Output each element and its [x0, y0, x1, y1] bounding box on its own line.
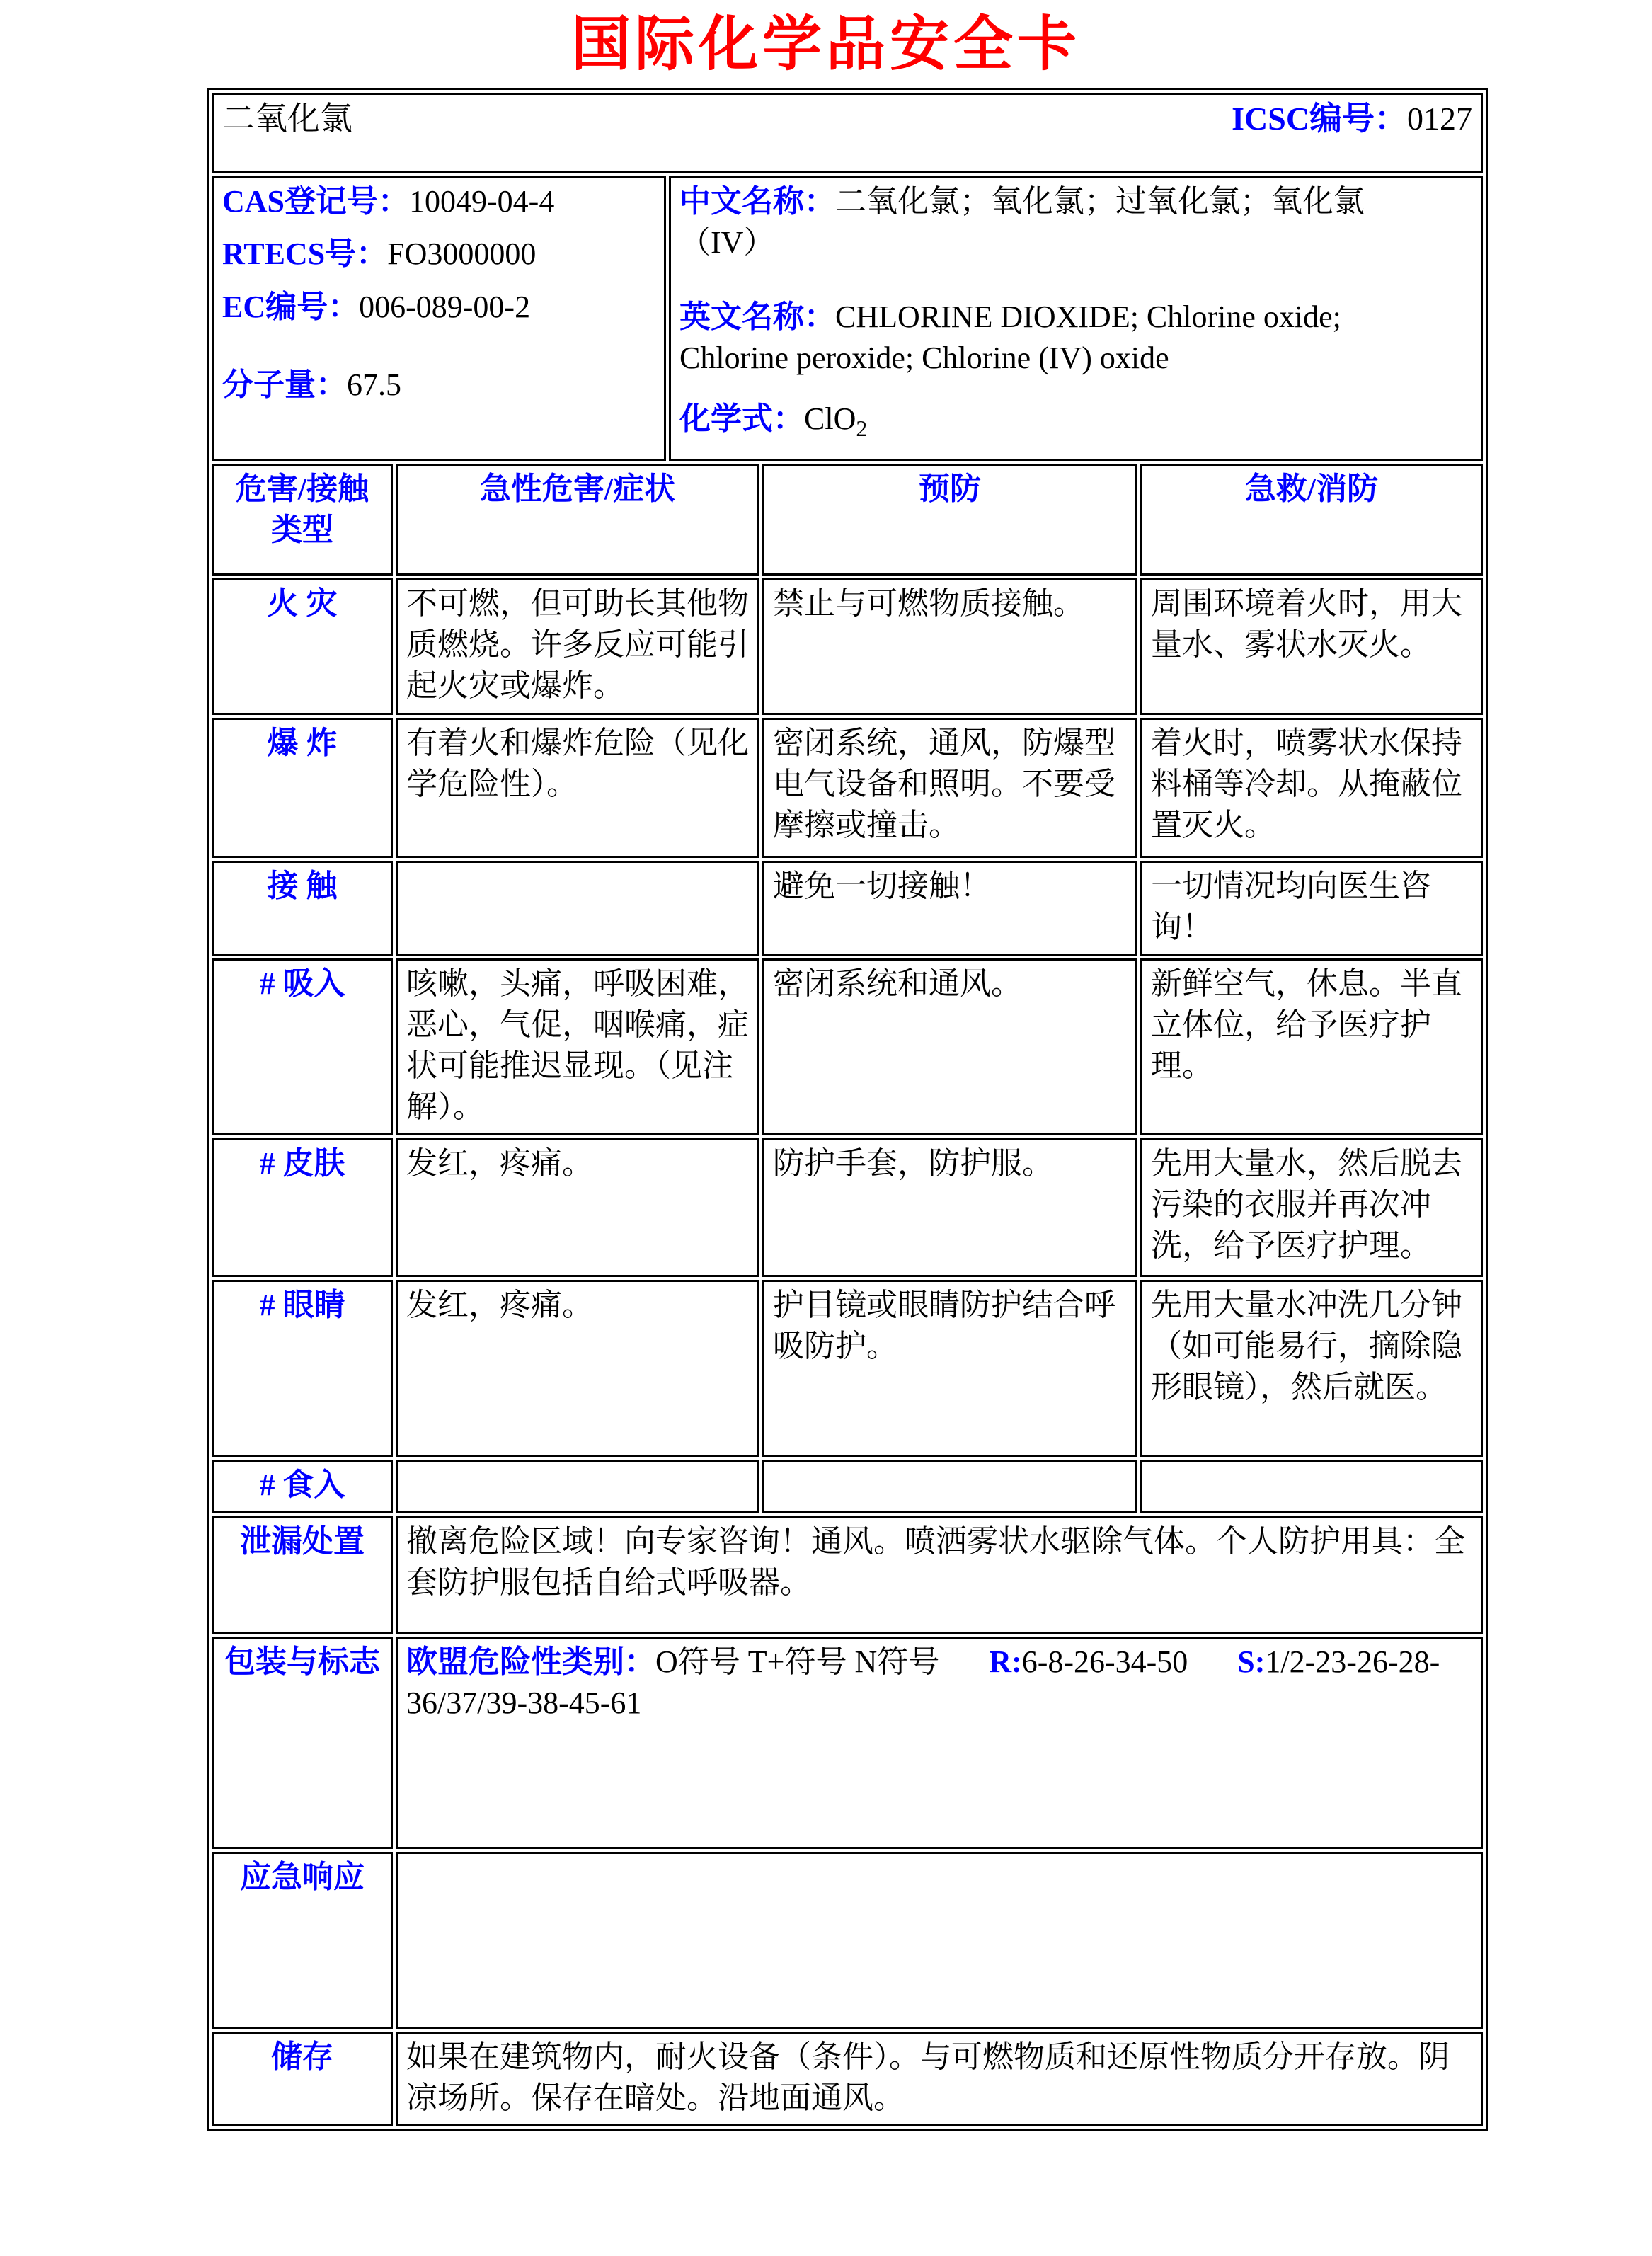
hazard-header-type: 危害/接触类型: [212, 464, 393, 576]
chemical-name: 二氧化氯: [222, 101, 352, 137]
hazard-type-label: 接 触: [212, 861, 393, 956]
emergency-response-row: [212, 1852, 1483, 2029]
hazard-type-label: 爆 炸: [212, 718, 393, 858]
packaging-content: [396, 1637, 1483, 1849]
chinese-name-value: 二氧化氯；氧化氯；过氧化氯；氧化氯（IV）: [679, 184, 1365, 260]
identification-row: [212, 176, 1483, 461]
first-aid-cell: 新鲜空气，休息。半直立体位，给予医疗护理。: [1140, 958, 1483, 1135]
s-phrases-label: S:: [1237, 1644, 1266, 1680]
identification-right-cell: [669, 176, 1483, 461]
first-aid-cell: [1140, 1460, 1483, 1513]
molecular-weight-value: 67.5: [347, 367, 401, 402]
first-aid-cell: 一切情况均向医生咨询！: [1140, 861, 1483, 956]
first-aid-cell: 着火时，喷雾状水保持料桶等冷却。从掩蔽位置灭火。: [1140, 718, 1483, 858]
r-phrases-label: R:: [989, 1644, 1022, 1680]
icsc-label: ICSC编号：: [1232, 101, 1408, 137]
first-aid-cell: 先用大量水，然后脱去污染的衣服并再次冲洗，给予医疗护理。: [1140, 1138, 1483, 1277]
molecular-weight-line: [222, 365, 655, 406]
emergency-response-label: 应急响应: [212, 1852, 393, 2029]
english-name-label: 英文名称：: [679, 299, 835, 334]
ec-label: EC编号：: [222, 289, 360, 324]
header-row: [212, 93, 1483, 173]
english-name-value: CHLORINE DIOXIDE; Chlorine oxide; Chlorine peroxide; Chlorine (IV) oxide: [679, 299, 1341, 375]
prevention-cell: 护目镜或眼睛防护结合呼吸防护。: [762, 1280, 1137, 1457]
s-phrases-value: 1/2-23-26-28-36/37/39-38-45-61: [406, 1644, 1440, 1721]
hazard-row-ingestion: [212, 1460, 1483, 1513]
emergency-response-content: [396, 1852, 1483, 2029]
symptoms-cell: [396, 861, 759, 956]
ec-value: 006-089-00-2: [359, 289, 531, 324]
hazard-type-label: # 眼睛: [212, 1280, 393, 1457]
identification-left-cell: [212, 176, 666, 461]
eu-class-label: 欧盟危险性类别：: [406, 1644, 655, 1680]
symptoms-cell: 咳嗽，头痛，呼吸困难，恶心，气促，咽喉痛，症状可能推迟显现。（见注解）。: [396, 958, 759, 1135]
first-aid-cell: 周围环境着火时，用大量水、雾状水灭火。: [1140, 578, 1483, 714]
rtecs-label: RTECS号：: [222, 236, 388, 272]
formula-value: [804, 401, 868, 441]
header-cell: [212, 93, 1483, 173]
hazard-type-label: 火 灾: [212, 578, 393, 714]
formula-subscript: 2: [856, 416, 868, 441]
formula-base: ClO: [804, 401, 856, 436]
spill-disposal-content: 撤离危险区域！向专家咨询！通风。喷洒雾状水驱除气体。个人防护用具：全套防护服包括自给式呼吸器。: [396, 1516, 1483, 1634]
english-name-line: [679, 297, 1401, 379]
icsc-number-group: [1232, 98, 1472, 141]
page-title: 国际化学品安全卡: [570, 12, 1081, 78]
hazard-row-inhalation: [212, 958, 1483, 1135]
prevention-cell: 禁止与可燃物质接触。: [762, 578, 1137, 714]
hazard-row-explosion: [212, 718, 1483, 858]
cas-value: 10049-04-4: [409, 184, 555, 219]
chinese-name-line: [679, 181, 1401, 263]
rtecs-value: FO3000000: [387, 236, 537, 272]
hazard-type-label: # 食入: [212, 1460, 393, 1513]
rtecs-line: [222, 234, 655, 275]
prevention-cell: 密闭系统，通风，防爆型电气设备和照明。不要受摩擦或撞击。: [762, 718, 1137, 858]
icsc-number: 0127: [1407, 101, 1473, 137]
r-phrases-value: 6-8-26-34-50: [1021, 1644, 1188, 1680]
hazard-header-row: [212, 464, 1483, 576]
storage-content: 如果在建筑物内，耐火设备（条件）。与可燃物质和还原性物质分开存放。阴凉场所。保存在暗处。沿地面通风。: [396, 2032, 1483, 2126]
hazard-header-prevention: 预防: [762, 464, 1137, 576]
safety-card-table: [207, 88, 1488, 2131]
hazard-row-skin: [212, 1138, 1483, 1277]
storage-label: 储存: [212, 2032, 393, 2126]
formula-label: 化学式：: [679, 401, 804, 436]
symptoms-cell: [396, 1460, 759, 1513]
prevention-cell: 防护手套，防护服。: [762, 1138, 1137, 1277]
storage-row: [212, 2032, 1483, 2126]
molecular-weight-label: 分子量：: [222, 367, 347, 402]
prevention-cell: 密闭系统和通风。: [762, 958, 1137, 1135]
hazard-row-fire: [212, 578, 1483, 714]
eu-class-value: O符号 T+符号 N符号: [655, 1644, 940, 1680]
prevention-cell: 避免一切接触！: [762, 861, 1137, 956]
spill-disposal-row: [212, 1516, 1483, 1634]
hazard-type-label: # 皮肤: [212, 1138, 393, 1277]
hazard-type-label: # 吸入: [212, 958, 393, 1135]
ec-line: [222, 287, 655, 328]
formula-line: [679, 399, 1401, 444]
hazard-header-first-aid: 急救/消防: [1140, 464, 1483, 576]
symptoms-cell: 发红，疼痛。: [396, 1280, 759, 1457]
spill-disposal-label: 泄漏处置: [212, 1516, 393, 1634]
first-aid-cell: 先用大量水冲洗几分钟（如可能易行，摘除隐形眼镜），然后就医。: [1140, 1280, 1483, 1457]
prevention-cell: [762, 1460, 1137, 1513]
symptoms-cell: 发红，疼痛。: [396, 1138, 759, 1277]
hazard-row-exposure: [212, 861, 1483, 956]
cas-label: CAS登记号：: [222, 184, 410, 219]
packaging-label: 包装与标志: [212, 1637, 393, 1849]
symptoms-cell: 有着火和爆炸危险（见化学危险性）。: [396, 718, 759, 858]
chinese-name-label: 中文名称：: [679, 184, 835, 219]
hazard-row-eyes: [212, 1280, 1483, 1457]
cas-line: [222, 181, 655, 222]
header-flex: [222, 98, 1472, 141]
packaging-labelling-row: [212, 1637, 1483, 1849]
hazard-header-symptoms: 急性危害/症状: [396, 464, 759, 576]
symptoms-cell: 不可燃，但可助长其他物质燃烧。许多反应可能引起火灾或爆炸。: [396, 578, 759, 714]
